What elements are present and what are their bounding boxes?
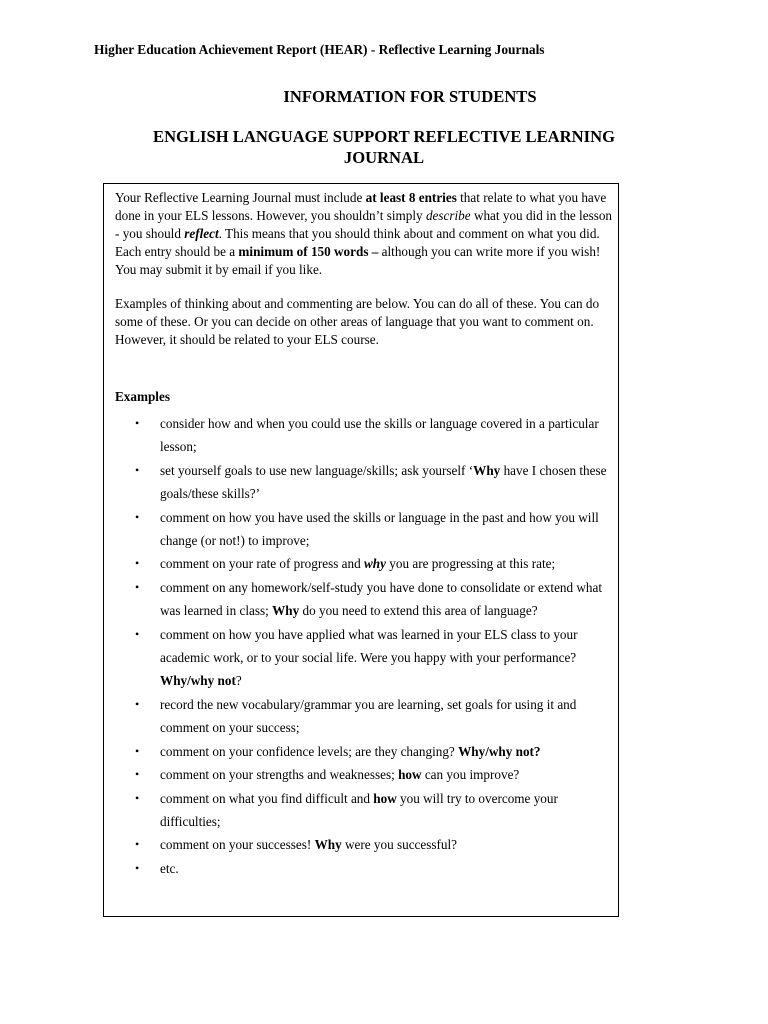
bullet-icon: • — [135, 837, 140, 852]
list-item: • comment on how you have used the skills or language in the past and how you will change (or not!) to improve; — [104, 506, 616, 553]
page-subtitle: ENGLISH LANGUAGE SUPPORT REFLECTIVE LEARNING JOURNAL — [153, 127, 615, 167]
running-header: Higher Education Achievement Report (HEAR) - Reflective Learning Journals — [94, 42, 545, 57]
intro-emphasis-entries: at least 8 entries — [365, 190, 457, 205]
examples-heading: Examples — [115, 389, 170, 404]
bullet-icon: • — [135, 462, 140, 477]
bullet-icon: • — [135, 767, 140, 782]
intro-text: Your Reflective Learning Journal must include — [115, 190, 366, 205]
bullet-icon: • — [135, 860, 140, 875]
list-item: • comment on your rate of progress and why you are progressing at this rate; — [104, 552, 616, 575]
intro-text: that relate to what you have done in your ELS lessons. However, you shouldn’t simply — [115, 190, 607, 223]
list-item: • comment on your successes! Why were you successful? — [104, 833, 616, 856]
list-item: • comment on any homework/self-study you have done to consolidate or extend what was learned in class; Why do you need to extend this area of language? — [104, 576, 616, 623]
bullet-icon: • — [135, 626, 140, 641]
bullet-icon: • — [135, 556, 140, 571]
list-item: • comment on how you have applied what was learned in your ELS class to your academic work, or to your social life. Were you happy with your performance? Why/why not? — [104, 623, 616, 693]
bullet-icon: • — [135, 416, 140, 430]
intro-paragraph — [115, 189, 615, 279]
examples-list — [104, 412, 616, 880]
intro-emphasis-describe: describe — [425, 208, 471, 223]
intro-emphasis-reflect: reflect — [184, 226, 219, 241]
intro-emphasis-words: minimum of 150 words – — [238, 244, 379, 259]
list-item: • comment on your confidence levels; are they changing? Why/why not? — [104, 740, 616, 763]
bullet-icon: • — [135, 790, 140, 805]
journal-info-box — [103, 183, 619, 917]
bullet-icon: • — [135, 743, 140, 758]
list-item: • comment on your strengths and weaknesses; how can you improve? — [104, 763, 616, 786]
intro-text: although you can write more if you wish! You may submit it by email if you like. — [115, 244, 601, 277]
list-item: • record the new vocabulary/grammar you are learning, set goals for using it and comment on your success; — [104, 693, 616, 740]
bullet-icon: • — [135, 579, 140, 594]
list-item: • set yourself goals to use new language/skills; ask yourself ‘Why have I chosen these goals/these skills?’ — [104, 459, 616, 506]
bullet-icon: • — [135, 509, 140, 524]
intro-text: . This means that you should think about and comment on what you did. Each entry should be a — [115, 226, 600, 259]
list-item: • consider how and when you could use the skills or language covered in a particular lesson; — [104, 412, 616, 459]
list-item: • etc. — [104, 857, 616, 880]
bullet-icon: • — [135, 696, 140, 711]
list-item: • comment on what you find difficult and how you will try to overcome your difficulties; — [104, 787, 616, 834]
page-title: INFORMATION FOR STUDENTS — [283, 87, 537, 106]
intro-text: what you did in the lesson - you should — [115, 208, 613, 241]
examples-intro-paragraph: Examples of thinking about and commenting are below. You can do all of these. You can do some of these. Or you can decide on other areas of language that you want to comment on. However, it should be related to your ELS course. — [115, 296, 600, 347]
